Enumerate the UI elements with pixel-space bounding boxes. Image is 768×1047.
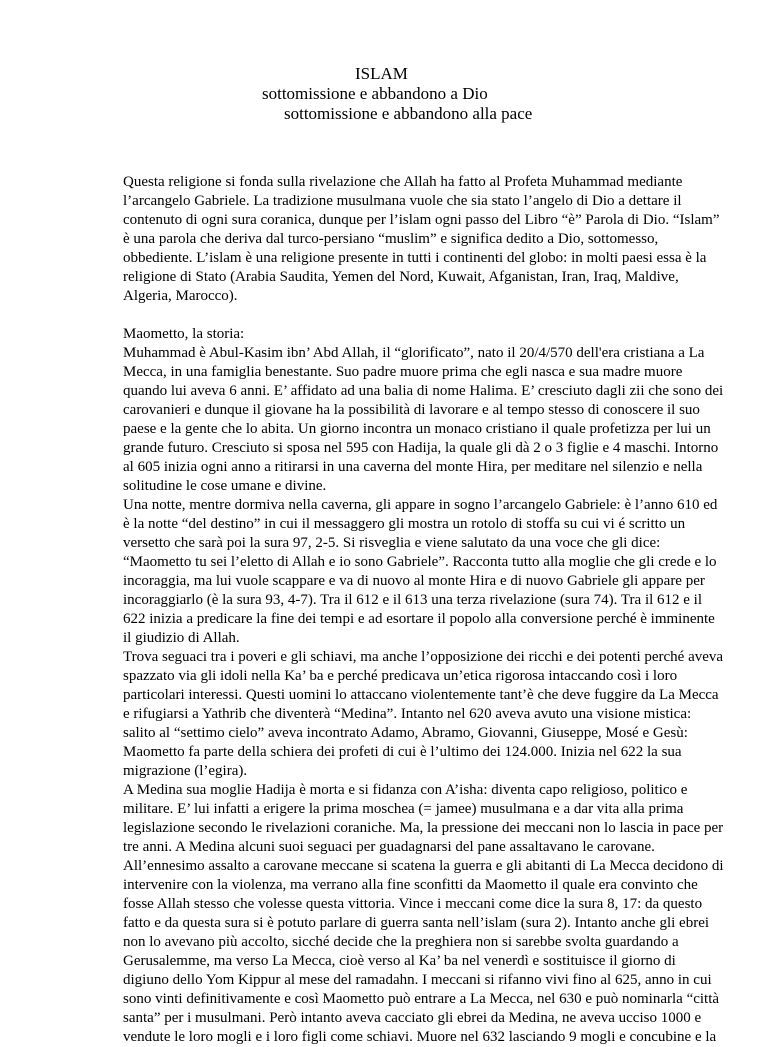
text-line: digiuno dello Yom Kippur al mese del ramadahn. I meccani si rifanno vivi fino al 625, anno in cui [123, 972, 712, 988]
title-line-3: sottomissione e abbandono alla pace [284, 104, 533, 123]
text-line: religione di Stato (Arabia Saudita, Yemen del Nord, Kuwait, Afganistan, Iran, Iraq, Maldive, [123, 269, 679, 285]
text-line: santa” per i musulmani. Però intanto aveva cacciato gli ebrei da Medina, ne aveva ucciso 1000 e [123, 1010, 702, 1026]
text-line: carovanieri e dunque il giovane ha la possibilità di lavorare e al tempo stesso di conoscere il suo [123, 402, 700, 418]
text-line: vendute le loro mogli e i loro figli come schiavi. Muore nel 632 lasciando 9 mogli e concubine e la [123, 1029, 717, 1045]
text-line: fatto e da questa sura si è potuto parlare di guerra santa nell’islam (sura 2). Intanto anche gli ebrei [123, 915, 710, 931]
text-line: tre anni. A Medina alcuni suoi seguaci per guadagnarsi del pane assaltavano le carovane. [123, 839, 655, 855]
text-line: è la notte “del destino” in cui il messaggero gli mostra un rotolo di stoffa su cui vi é scritto un [123, 516, 686, 532]
document-body [123, 173, 724, 1047]
title-line-1: ISLAM [355, 64, 408, 83]
text-line: 622 inizia a predicare la fine dei tempi e ad esortare il popolo alla conversione perché è imminente [123, 611, 715, 627]
text-line: “Maometto tu sei l’eletto di Allah e io sono Gabriele”. Racconta tutto alla moglie che gli crede e lo [123, 554, 717, 570]
text-line: Maometto fa parte della schiera dei profeti di cui è l’ultimo dei 124.000. Inizia nel 622 la sua [123, 744, 682, 760]
text-line: Trova seguaci tra i poveri e gli schiavi, ma anche l’opposizione dei ricchi e dei potenti perché aveva [123, 649, 724, 665]
text-line: Algeria, Marocco). [123, 288, 238, 304]
text-line: sono vinti definitivamente e così Maometto può entrare a La Mecca, nel 630 e può nominarla “città [123, 991, 720, 1007]
text-line: paese e la gente che lo abita. Un giorno incontra un monaco cristiano il quale profetizza per lui un [123, 421, 711, 437]
text-line: il giudizio di Allah. [123, 630, 240, 646]
text-line: migrazione (l’egira). [123, 763, 248, 779]
document-title [0, 64, 768, 124]
text-line: obbediente. L’islam è una religione presente in tutti i continenti del globo: in molti paesi essa è la [123, 250, 707, 266]
text-line: Questa religione si fonda sulla rivelazione che Allah ha fatto al Profeta Muhammad mediante [123, 174, 683, 190]
text-line: intervenire con la violenza, ma verrano alla fine sconfitti da Maometto il quale era convinto che [123, 877, 698, 893]
text-line: A Medina sua moglie Hadija è morta e si fidanza con A’isha: diventa capo religioso, politico e [123, 782, 688, 798]
text-line: salito al “settimo cielo” aveva incontrato Adamo, Abramo, Giovanni, Giuseppe, Mosé e Gesù: [123, 725, 688, 741]
text-line: quando lui aveva 6 anni. E’ affidato ad una balia di nome Halima. E’ cresciuto dagli zii che sono dei [123, 383, 724, 399]
text-line: incoraggia, ma lui vuole scappare e va di nuovo al monte Hira e di nuovo Gabriele gli appare per [123, 573, 705, 589]
text-line: non lo avevano più accolto, sicché decide che la preghiera non si sarebbe svolta guardando a [123, 934, 679, 950]
text-line: Gerusalemme, ma verso La Mecca, cioè verso al Ka’ ba nel venerdì e sostituisce il giorno di [123, 953, 676, 969]
text-line: militare. E’ lui infatti a erigere la prima moschea (= jamee) musulmana e a dar vita alla prima [123, 801, 684, 817]
paragraph-gap [123, 306, 663, 325]
text-line: Maometto, la storia: [123, 326, 245, 342]
text-line: contenuto di ogni sura coranica, dunque per l’islam ogni passo del Libro “è” Parola di Dio. “Islam” [123, 212, 720, 228]
title-line-2: sottomissione e abbandono a Dio [262, 84, 488, 103]
text-line: All’ennesimo assalto a carovane meccane si scatena la guerra e gli abitanti di La Mecca decidono di [123, 858, 724, 874]
paragraph-history [123, 325, 724, 1047]
paragraph-intro [123, 173, 720, 306]
text-line: legislazione secondo le rivelazioni coraniche. Ma, la pressione dei meccani non lo lascia in pace per [123, 820, 724, 836]
text-line: incoraggiarlo (è la sura 93, 4-7). Tra il 612 e il 613 una terza rivelazione (sura 74). Tra il 612 e il [123, 592, 703, 608]
text-line: e rifugiarsi a Yathrib che diventerà “Medina”. Intanto nel 620 aveva avuto una visione mistica: [123, 706, 692, 722]
text-line: è una parola che deriva dal turco-persiano “muslim” e significa dedito a Dio, sottomesso, [123, 231, 659, 247]
text-line: solitudine le cose umane e divine. [123, 478, 327, 494]
text-line: versetto che sarà poi la sura 97, 2-5. Si risveglia e viene salutato da una voce che gli dice: [123, 535, 661, 551]
text-line: Una notte, mentre dormiva nella caverna, gli appare in sogno l’arcangelo Gabriele: è l’anno 610 ed [123, 497, 718, 513]
text-line: grande futuro. Cresciuto si sposa nel 595 con Hadija, la quale gli dà 2 o 3 figlie e 4 maschi. Intorno [123, 440, 719, 456]
text-line: particolari interessi. Questi uomini lo attaccano violentemente tant’è che deve fuggire da La Mecca [123, 687, 719, 703]
text-line: al 605 inizia ogni anno a ritirarsi in una caverna del monte Hira, per meditare nel silenzio e nella [123, 459, 703, 475]
text-line: spazzato via gli idoli nella Ka’ ba e perché predicava un’etica rigorosa intaccando così i loro [123, 668, 678, 684]
text-line: Mecca, in una famiglia benestante. Suo padre muore prima che egli nasca e sua madre muore [123, 364, 683, 380]
text-line: l’arcangelo Gabriele. La tradizione musulmana vuole che sia stato l’angelo di Dio a dettare il [123, 193, 682, 209]
text-line: Muhammad è Abul-Kasim ibn’ Abd Allah, il “glorificato”, nato il 20/4/570 dell'era cristiana a La [123, 345, 705, 361]
text-line: fosse Allah stesso che volesse questa vittoria. Vince i meccani come dice la sura 8, 17: da questo [123, 896, 703, 912]
